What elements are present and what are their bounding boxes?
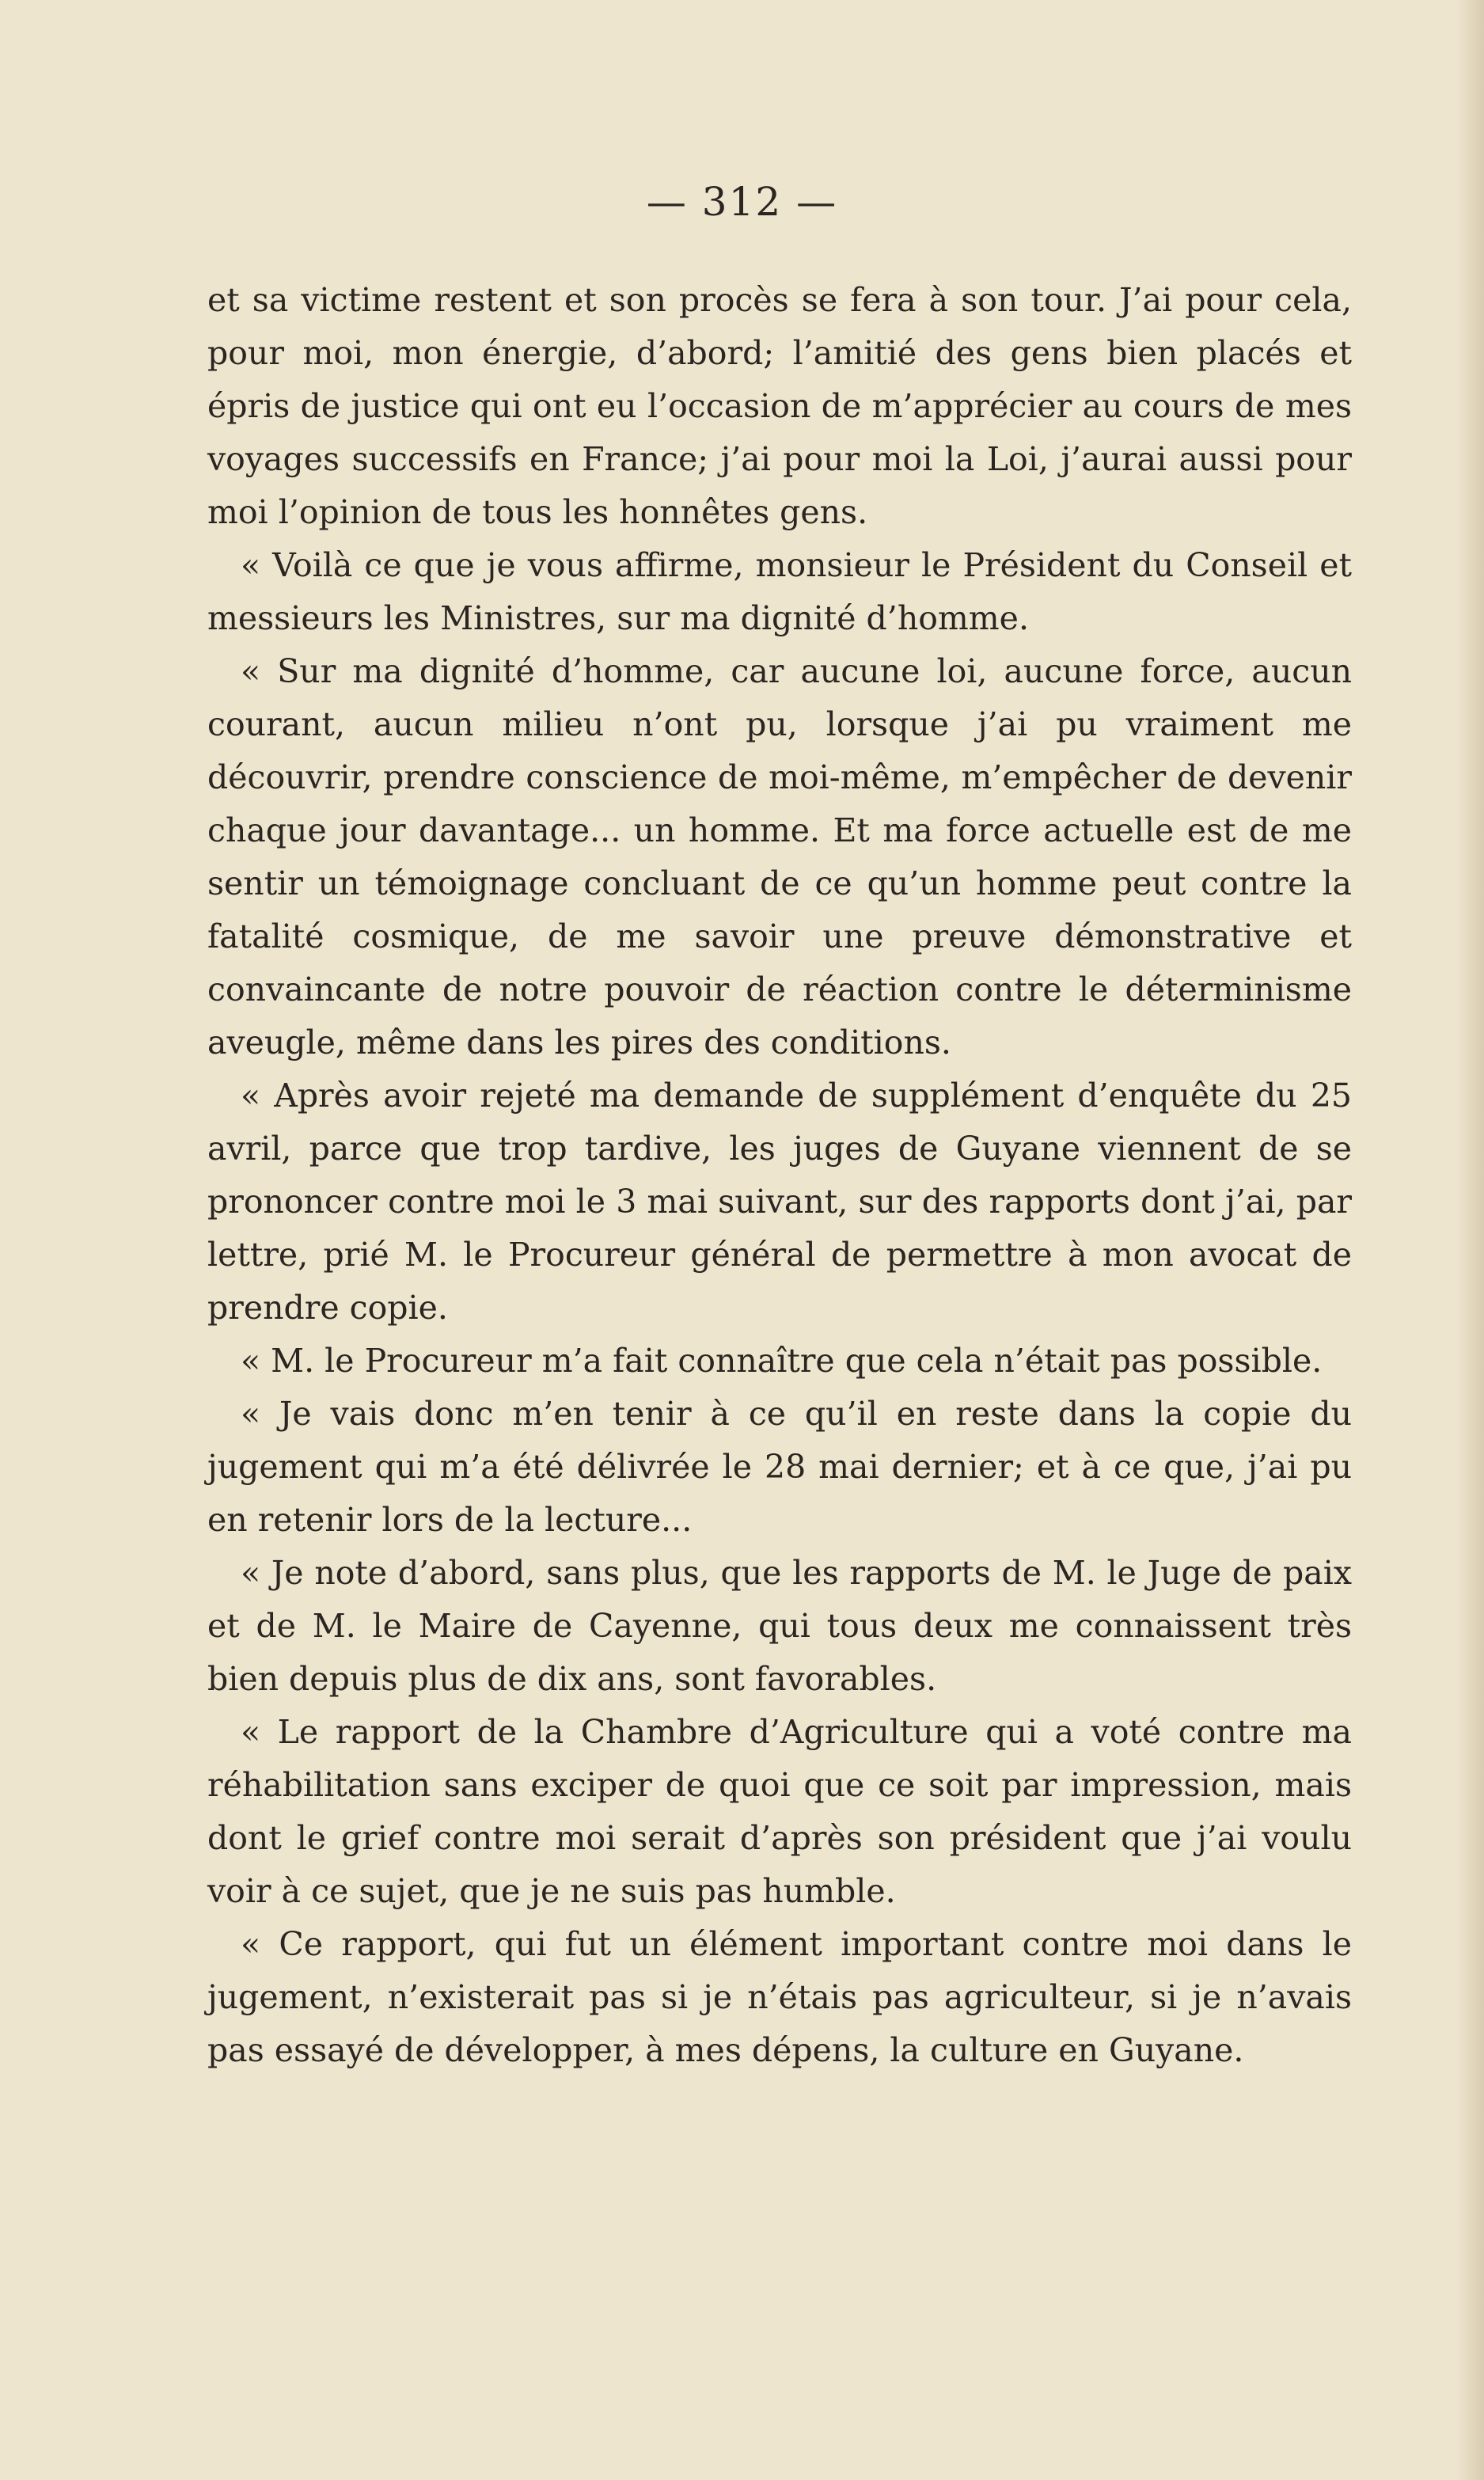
paragraph: « Après avoir rejeté ma demande de supplément d’enquête du 25 avril, parce que trop tardive, les juges de Guyane viennent de se prononcer contre moi le 3 mai suivant, sur des rapports dont j’ai, par lettre, prié M. le Procureur général de permettre à mon avocat de prendre copie.: [207, 1077, 1352, 1327]
page-edge-shadow: [1456, 0, 1484, 2480]
paragraph: « M. le Procureur m’a fait connaître que cela n’était pas possible.: [241, 1342, 1323, 1380]
paragraph: « Voilà ce que je vous affirme, monsieur le Président du Conseil et messieurs les Ministres, sur ma dignité d’homme.: [207, 546, 1352, 637]
paragraph: « Je vais donc m’en tenir à ce qu’il en reste dans la copie du jugement qui m’a été délivrée le 28 mai dernier; et à ce que, j’ai pu en retenir lors de la lecture...: [207, 1395, 1352, 1539]
page-number: — 312 —: [646, 179, 838, 225]
body-text: [207, 274, 1352, 2077]
paragraph: « Le rapport de la Chambre d’Agriculture qui a voté contre ma réhabilitation sans exciper de quoi que ce soit par impression, mais dont le grief contre moi serait d’après son président que j’ai voulu voir à ce sujet, que je ne suis pas humble.: [207, 1713, 1352, 1910]
paragraph: « Ce rapport, qui fut un élément important contre moi dans le jugement, n’existerait pas si je n’étais pas agriculteur, si je n’avais pas essayé de développer, à mes dépens, la culture en Guyane.: [207, 1925, 1352, 2069]
paragraph: et sa victime restent et son procès se fera à son tour. J’ai pour cela, pour moi, mon énergie, d’abord; l’amitié des gens bien placés et épris de justice qui ont eu l’occasion de m’apprécier au cours de mes voyages successifs en France; j’ai pour moi la Loi, j’aurai aussi pour moi l’opinion de tous les honnêtes gens.: [207, 281, 1352, 531]
paragraph: « Je note d’abord, sans plus, que les rapports de M. le Juge de paix et de M. le Maire de Cayenne, qui tous deux me connaissent très bien depuis plus de dix ans, sont favorables.: [207, 1554, 1352, 1698]
paragraph: « Sur ma dignité d’homme, car aucune loi, aucune force, aucun courant, aucun milieu n’ont pu, lorsque j’ai pu vraiment me découvrir, prendre conscience de moi-même, m’empêcher de devenir chaque jour davantage... un homme. Et ma force actuelle est de me sentir un témoignage concluant de ce qu’un homme peut contre la fatalité cosmique, de me savoir une preuve démonstrative et convaincante de notre pouvoir de réaction contre le déterminisme aveugle, même dans les pires des conditions.: [207, 652, 1352, 1062]
